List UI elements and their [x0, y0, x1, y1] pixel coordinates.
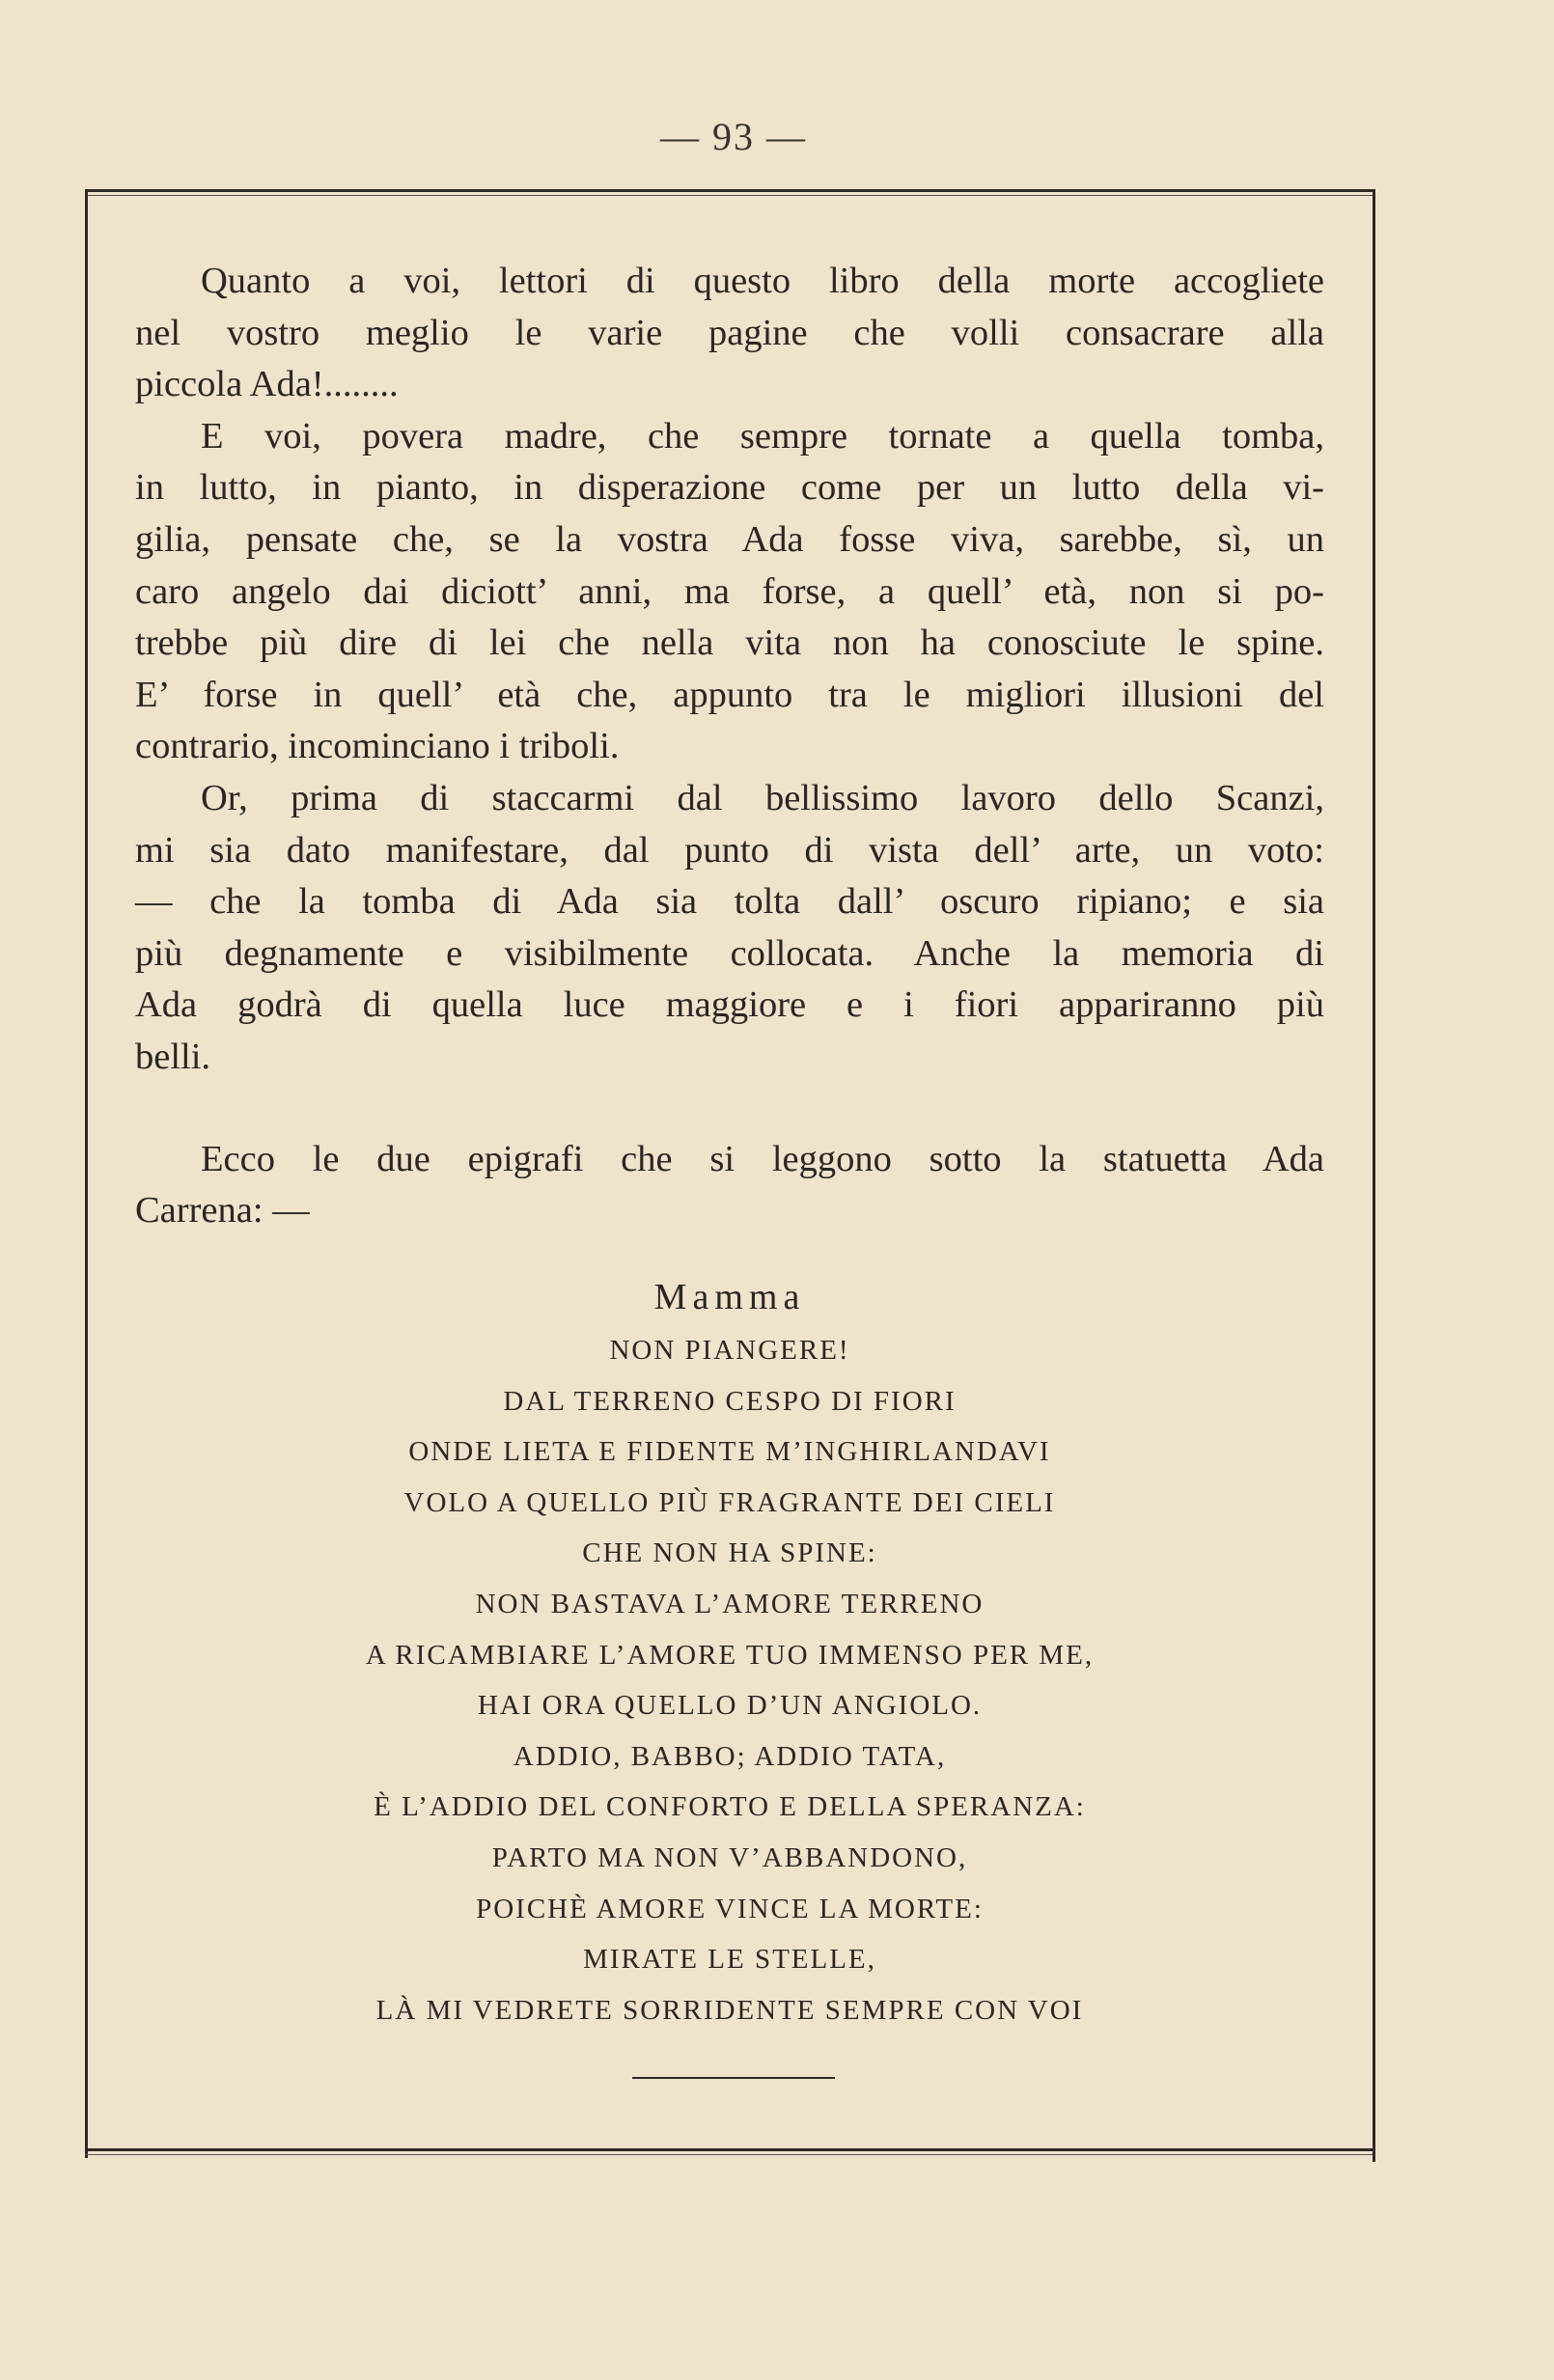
- epitaph-line: NON PIANGERE!: [609, 1335, 850, 1366]
- text-line: E voi, povera madre, che sempre tornate a quella tomba,: [201, 415, 1324, 457]
- paragraph-1: [135, 256, 1324, 411]
- text-line: E’ forse in quell’ età che, appunto tra le migliori illusioni del: [135, 674, 1324, 715]
- text-line: nel vostro meglio le varie pagine che volli consacrare alla: [135, 312, 1324, 353]
- frame-bottom-rule-thin: [85, 2154, 1373, 2155]
- epitaph-line: ONDE LIETA E FIDENTE M’INGHIRLANDAVI: [408, 1436, 1051, 1468]
- epitaph-line: POICHÈ AMORE VINCE LA MORTE:: [476, 1893, 984, 1924]
- paragraph-2: [135, 411, 1324, 773]
- text-line: gilia, pensate che, se la vostra Ada fosse viva, sarebbe, sì, un: [135, 518, 1324, 560]
- frame-right-rule: [1373, 189, 1375, 2162]
- frame-left-rule: [85, 189, 88, 2158]
- text-line: in lutto, in pianto, in disperazione come per un lutto della vi-: [135, 467, 1324, 509]
- epitaph-line: LÀ MI VEDRETE SORRIDENTE SEMPRE CON VOI: [375, 1994, 1084, 2026]
- epitaph-line: PARTO MA NON V’ABBANDONO,: [491, 1841, 968, 1873]
- epitaph-line: NON BASTAVA L’AMORE TERRENO: [475, 1588, 985, 1619]
- closing-short-rule: [632, 2077, 835, 2079]
- text-line: piccola Ada!........: [135, 364, 399, 405]
- frame-bottom-rule: [85, 2148, 1373, 2151]
- paragraph-3: [135, 773, 1324, 1084]
- epitaph-line: CHE NON HA SPINE:: [582, 1537, 877, 1569]
- epitaph-line: HAI ORA QUELLO D’UN ANGIOLO.: [477, 1690, 983, 1722]
- frame-top-rule: [85, 189, 1373, 192]
- text-line: Ecco le due epigrafi che si leggono sotto la statuetta Ada: [201, 1138, 1324, 1179]
- epitaph-title: Mamma: [653, 1277, 806, 1317]
- text-line: Quanto a voi, lettori di questo libro della morte accogliete: [201, 261, 1324, 301]
- text-line: Carrena: —: [135, 1190, 310, 1232]
- epitaph-line: ADDIO, BABBO; ADDIO TATA,: [513, 1740, 947, 1772]
- text-line: più degnamente e visibilmente collocata. Anche la memoria di: [135, 932, 1324, 974]
- epitaph-line: VOLO A QUELLO PIÙ FRAGRANTE DEI CIELI: [403, 1486, 1056, 1518]
- frame-top-rule-thin: [85, 195, 1373, 196]
- epitaph-line: MIRATE LE STELLE,: [583, 1944, 876, 1976]
- text-line: belli.: [135, 1036, 211, 1077]
- epitaph-line: A RICAMBIARE L’AMORE TUO IMMENSO PER ME,: [365, 1639, 1095, 1671]
- epitaph-line: È L’ADDIO DEL CONFORTO E DELLA SPERANZA:: [374, 1791, 1086, 1823]
- text-line: mi sia dato manifestare, dal punto di vista dell’ arte, un voto:: [135, 829, 1324, 871]
- paragraph-4: [135, 1134, 1324, 1237]
- text-line: Ada godrà di quella luce maggiore e i fiori appariranno più: [135, 984, 1324, 1026]
- text-line: Or, prima di staccarmi dal bellissimo lavoro dello Scanzi,: [201, 777, 1324, 818]
- paragraph-gap: [135, 1084, 1324, 1134]
- page-number: — 93 —: [660, 115, 807, 158]
- epitaph-line: DAL TERRENO CESPO DI FIORI: [503, 1385, 957, 1417]
- text-line: trebbe più dire di lei che nella vita non ha conosciute le spine.: [135, 623, 1324, 664]
- body-text: [135, 256, 1324, 1237]
- text-line: caro angelo dai diciott’ anni, ma forse, a quell’ età, non si po-: [135, 570, 1324, 612]
- epitaph: [135, 1269, 1324, 2035]
- text-line: — che la tomba di Ada sia tolta dall’ oscuro ripiano; e sia: [135, 881, 1324, 923]
- text-line: contrario, incominciano i triboli.: [135, 726, 620, 767]
